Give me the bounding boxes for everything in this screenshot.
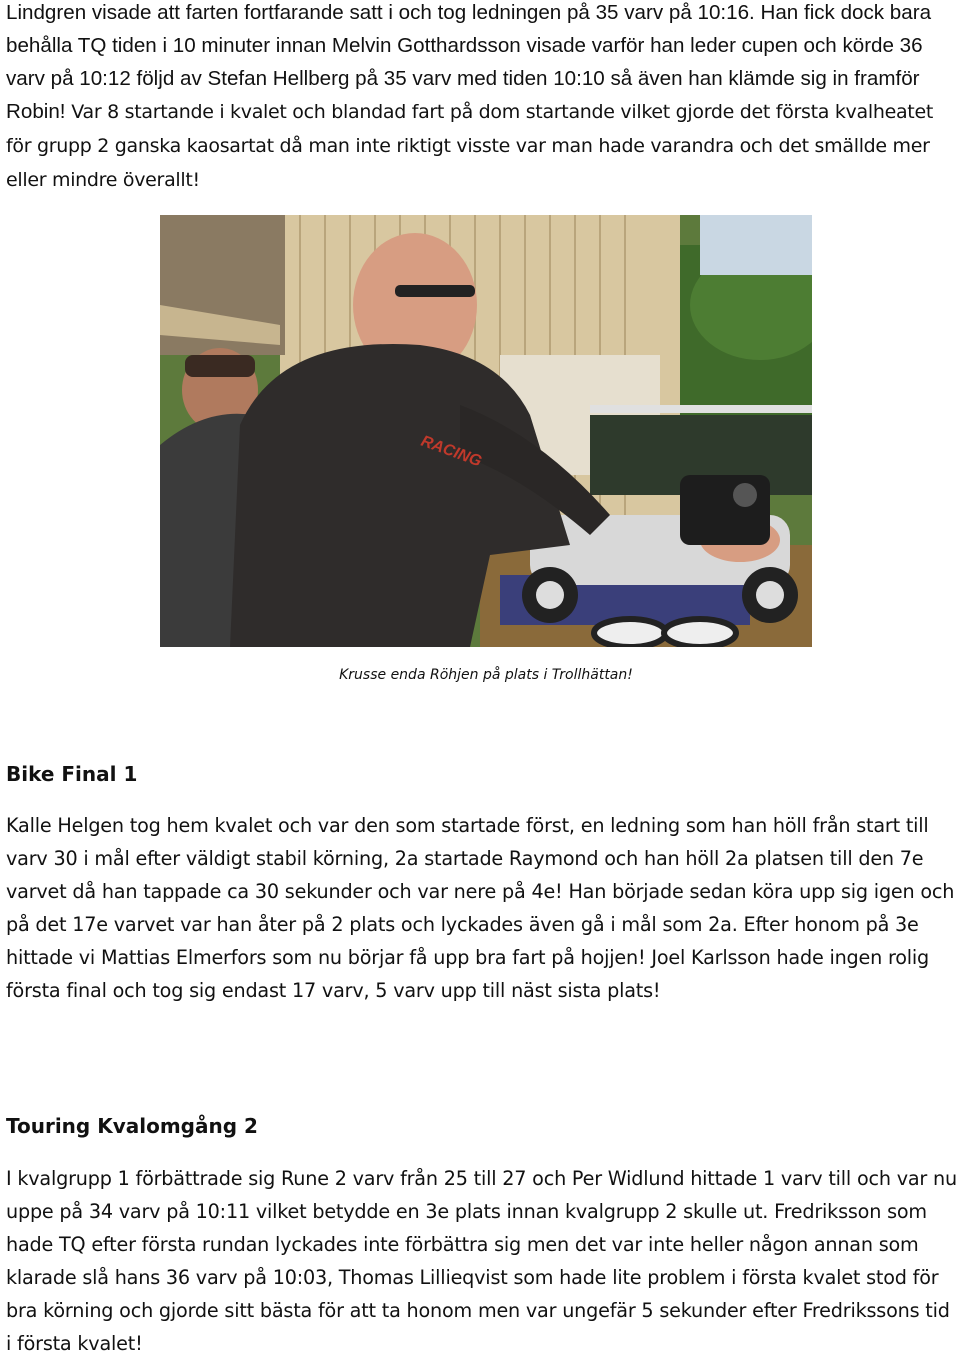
bike-final-paragraph: Kalle Helgen tog hem kvalet och var den som startade först, en ledning som han höll från start till varv 30 i mål efter väldigt stabil körning, 2a startade Raymond och han höll 2a platsen till den 7e varvet då han tappade ca 30 sekunder och var nere på 4e! Han började sedan köra upp sig igen och på det 17e varvet var han åter på 2 plats och lyckades även gå i mål som 2a. Efter honom på 3e hittade vi Mattias Elmerfors som nu börjar få upp bra fart på hojjen! Joel Karlsson hade ingen rolig första final och tog sig endast 17 varv, 5 varv upp till näst sista plats!: [6, 814, 955, 1002]
race-photo: [160, 215, 812, 647]
jacket-label: RACING: [418, 432, 484, 471]
intro-paragraph: [6, 0, 958, 197]
heading-touring: Touring Kvalomgång 2: [6, 1114, 258, 1138]
intro-tail-text: Var 8 startande i kvalet och blandad fart på dom startande vilket gjorde det första kvalheatet för grupp 2 ganska kaosartat då man inte riktigt visste var man hade varandra och det smällde mer eller mindre överallt!: [6, 101, 933, 191]
heading-bike-final: Bike Final 1: [6, 762, 138, 786]
intro-text: Lindgren visade att farten fortfarande satt i och tog ledningen på 35 varv på 10:16. Han fick dock bara behålla TQ tiden i 10 minuter innan Melvin Gotthardsson visade varför han leder cupen och körde 36 varv på 10:12 följd av Stefan Hellberg på 35 varv med tiden 10:10 så även han klämde sig in framför Robin!: [6, 1, 932, 123]
photo-illustration: [160, 215, 812, 647]
touring-paragraph: I kvalgrupp 1 förbättrade sig Rune 2 varv från 25 till 27 och Per Widlund hittade 1 varv till och var nu uppe på 34 varv på 10:11 vilket betydde en 3e plats innan kvalgrupp 2 skulle ut. Fredriksson som hade TQ efter första rundan lyckades inte förbättra sig men det var inte heller någon annan som klarade slå hans 36 varv på 10:03, Thomas Lillieqvist som hade lite problem i första kvalet stod för bra körning och gjorde sitt bästa för att ta honom men var ungefär 5 sekunder efter Fredrikssons tid i första kvalet!: [6, 1167, 957, 1355]
photo-caption: Krusse enda Röhjen på plats i Trollhättan!: [339, 667, 633, 683]
